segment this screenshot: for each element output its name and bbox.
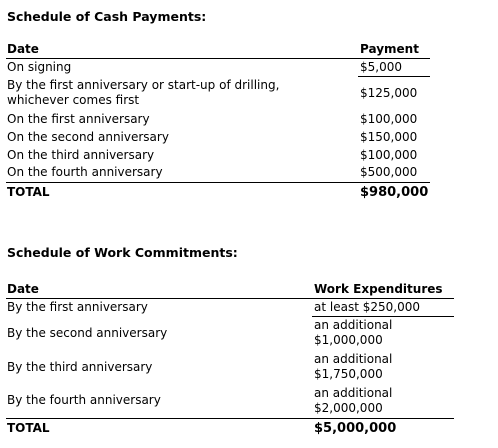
row-amount: $100,000	[360, 111, 418, 126]
total-label: TOTAL	[6, 418, 312, 438]
table-row	[6, 128, 430, 146]
table-header-row	[6, 281, 454, 298]
row-amount: at least $250,000	[312, 298, 454, 316]
total-row	[6, 418, 454, 438]
row-amount: $125,000	[360, 85, 418, 100]
row-date: By the first anniversary	[7, 299, 148, 314]
table-row	[6, 316, 454, 350]
row-date: On the fourth anniversary	[6, 164, 358, 182]
row-amount-line2: $2,000,000	[314, 400, 383, 415]
work-commitments-table	[6, 281, 454, 438]
table-row	[6, 76, 430, 110]
total-amount: $980,000	[358, 182, 430, 202]
column-header-payment: Payment	[358, 41, 430, 58]
total-row	[6, 182, 430, 202]
row-amount-line2: $1,000,000	[314, 333, 383, 348]
column-header-work-expenditures: Work Expenditures	[312, 281, 454, 298]
column-header-date: Date	[6, 41, 358, 58]
row-date	[6, 76, 358, 110]
row-amount	[312, 384, 454, 418]
work-schedule-title: Schedule of Work Commitments:	[7, 245, 238, 260]
row-date: By the third anniversary	[7, 359, 153, 374]
row-date: By the second anniversary	[7, 325, 168, 340]
cash-schedule-title: Schedule of Cash Payments:	[7, 9, 207, 24]
row-amount-line2: $1,750,000	[314, 367, 383, 381]
table-header-row	[6, 41, 430, 58]
row-date: By the fourth anniversary	[6, 384, 312, 418]
row-date: On signing	[7, 59, 72, 74]
row-date: On the first anniversary	[7, 111, 150, 126]
table-row	[6, 298, 454, 316]
row-amount-line1: an additional	[314, 318, 393, 333]
total-amount: $5,000,000	[312, 418, 454, 438]
table-row	[6, 384, 454, 418]
row-date: On the second anniversary	[7, 129, 169, 144]
cash-payments-table	[6, 41, 430, 202]
row-amount-line1: an additional	[314, 385, 393, 400]
row-date-line1: By the first anniversary or start-up of drilling,	[7, 78, 280, 92]
total-label: TOTAL	[6, 182, 358, 202]
row-date: On the third anniversary	[7, 147, 155, 162]
table-row	[6, 164, 430, 182]
table-row	[6, 58, 430, 76]
table-row	[6, 146, 430, 164]
row-amount: $150,000	[360, 129, 418, 144]
row-amount-line1: an additional	[314, 352, 393, 366]
row-amount	[312, 316, 454, 350]
column-header-date: Date	[6, 281, 312, 298]
table-row	[6, 350, 454, 384]
row-amount: $100,000	[360, 147, 418, 162]
row-amount: $500,000	[358, 164, 430, 182]
table-row	[6, 110, 430, 128]
row-date-line2: whichever comes first	[7, 93, 140, 107]
row-amount	[312, 350, 454, 384]
row-amount: $5,000	[358, 58, 430, 76]
